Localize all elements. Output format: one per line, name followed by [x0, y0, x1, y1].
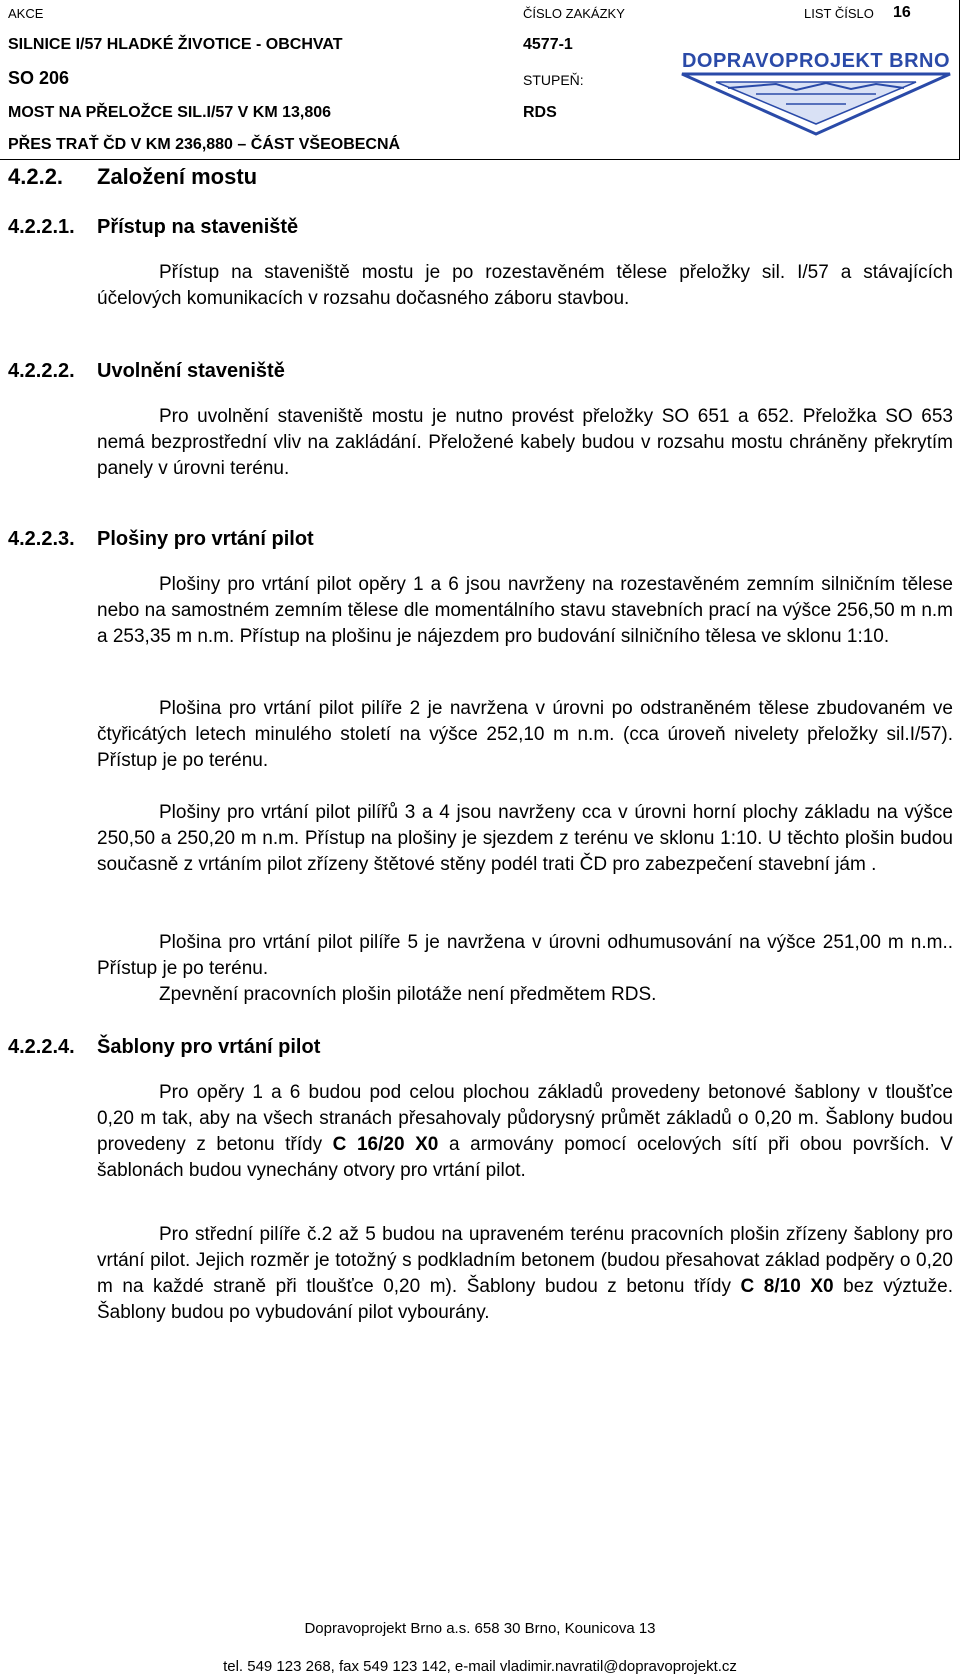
pres-value: PŘES TRAŤ ČD V KM 236,880 – ČÁST VŠEOBECNÁ [8, 136, 401, 153]
list-cislo-label: LIST ČÍSLO [804, 6, 874, 21]
section-number: 4.2.2. [8, 164, 64, 189]
list-cislo-value: 16 [893, 4, 911, 21]
paragraph: Plošina pro vrtání pilot pilíře 2 je navržena v úrovni po odstraněném tělese zbudovaném ve čtyřicátých letech minulého století na výšce 252,10 m n.m. (cca úroveň nivelety přeložky sil.I/57). Přístup je po terénu. [97, 698, 953, 771]
most-value: MOST NA PŘELOŽCE SIL.I/57 V KM 13,806 [8, 104, 332, 121]
paragraph: Přístup na staveniště mostu je po rozestavěném tělese přeložky sil. I/57 a stávajících účelových komunikacích v rozsahu dočasného záboru stavbou. [97, 262, 953, 309]
section-number: 4.2.2.2. [8, 360, 75, 382]
section-title: Plošiny pro vrtání pilot [97, 528, 314, 550]
section-title: Uvolnění staveniště [97, 360, 285, 382]
paragraph: Pro uvolnění staveniště mostu je nutno provést přeložky SO 651 a 652. Přeložka SO 653 nemá bezprostřední vliv na zakládání. Přeložené kabely budou v rozsahu mostu chráněny překrytím panely v úrovni terénu. [97, 406, 953, 479]
document-header [0, 0, 960, 160]
cislo-zakazky-label: ČÍSLO ZAKÁZKY [523, 6, 625, 21]
section-number: 4.2.2.3. [8, 528, 75, 550]
stupen-value: RDS [523, 104, 557, 121]
section-number: 4.2.2.4. [8, 1036, 75, 1058]
paragraph: Plošiny pro vrtání pilot opěry 1 a 6 jsou navrženy na rozestavěném zemním silničním tělese nebo na samostném zemním tělese dle momentálního stavu stavebních prací na výšce 256,50 m n.m a 253,35 m n.m. Přístup na plošinu je nájezdem pro budování silničního tělesa ve sklonu 1:10. [97, 574, 953, 647]
paragraph: Plošina pro vrtání pilot pilíře 5 je navržena v úrovni odhumusování na výšce 251,00 m n.m.. Přístup je po terénu. [97, 932, 953, 979]
section-title: Šablony pro vrtání pilot [97, 1036, 321, 1058]
paragraph: Zpevnění pracovních plošin pilotáže není předmětem RDS. [159, 984, 657, 1005]
section-number: 4.2.2.1. [8, 216, 75, 238]
akce-label: AKCE [8, 6, 44, 21]
paragraph: Plošiny pro vrtání pilot pilířů 3 a 4 jsou navrženy cca v úrovni horní plochy základu na výšce 250,50 a 250,20 m n.m. Přístup na plošiny je sjezdem z terénu ve sklonu 1:10. U těchto plošin budou současně z vrtáním pilot zřízeny štětové stěny podél trati ČD pro zabezpečení stavební jám . [97, 802, 953, 875]
paragraph: Pro opěry 1 a 6 budou pod celou plochou základů provedeny betonové šablony v tloušťce 0,20 m tak, aby na všech stranách přesahovaly půdorysný průmět základů o 0,20 m. Šablony budou provedeny z betonu třídy C 16/20 X0 a armovány pomocí ocelových sítí při obou površích. V šablonách budou vynechány otvory pro vrtání pilot. [97, 1082, 953, 1181]
company-logo [676, 44, 956, 144]
concrete-class: C 8/10 X0 [740, 1276, 834, 1297]
footer-contact: tel. 549 123 268, fax 549 123 142, e-mail vladimir.navratil@dopravoprojekt.cz [223, 1658, 737, 1675]
logo-text: DOPRAVOPROJEKT BRNO [681, 50, 951, 72]
section-title: Založení mostu [97, 164, 258, 189]
zakazka-value: 4577-1 [523, 36, 573, 53]
stupen-label: STUPEŇ: [523, 72, 584, 88]
logo-emblem-icon [676, 72, 956, 142]
akce-value: SILNICE I/57 HLADKÉ ŽIVOTICE - OBCHVAT [8, 36, 343, 53]
so-value: SO 206 [8, 68, 70, 88]
concrete-class: C 16/20 X0 [332, 1134, 439, 1155]
footer-address: Dopravoprojekt Brno a.s. 658 30 Brno, Kounicova 13 [304, 1620, 656, 1637]
section-title: Přístup na staveniště [97, 216, 299, 238]
paragraph: Pro střední pilíře č.2 až 5 budou na upraveném terénu pracovních plošin zřízeny šablony pro vrtání pilot. Jejich rozměr je totožný s podkladním betonem (budou přesahovat základ podpěry o 0,20 m na každé straně při tloušťce 0,20 m). Šablony budou z betonu třídy C 8/10 X0 bez výztuže. Šablony budou po vybudování pilot vybourány. [97, 1224, 954, 1323]
